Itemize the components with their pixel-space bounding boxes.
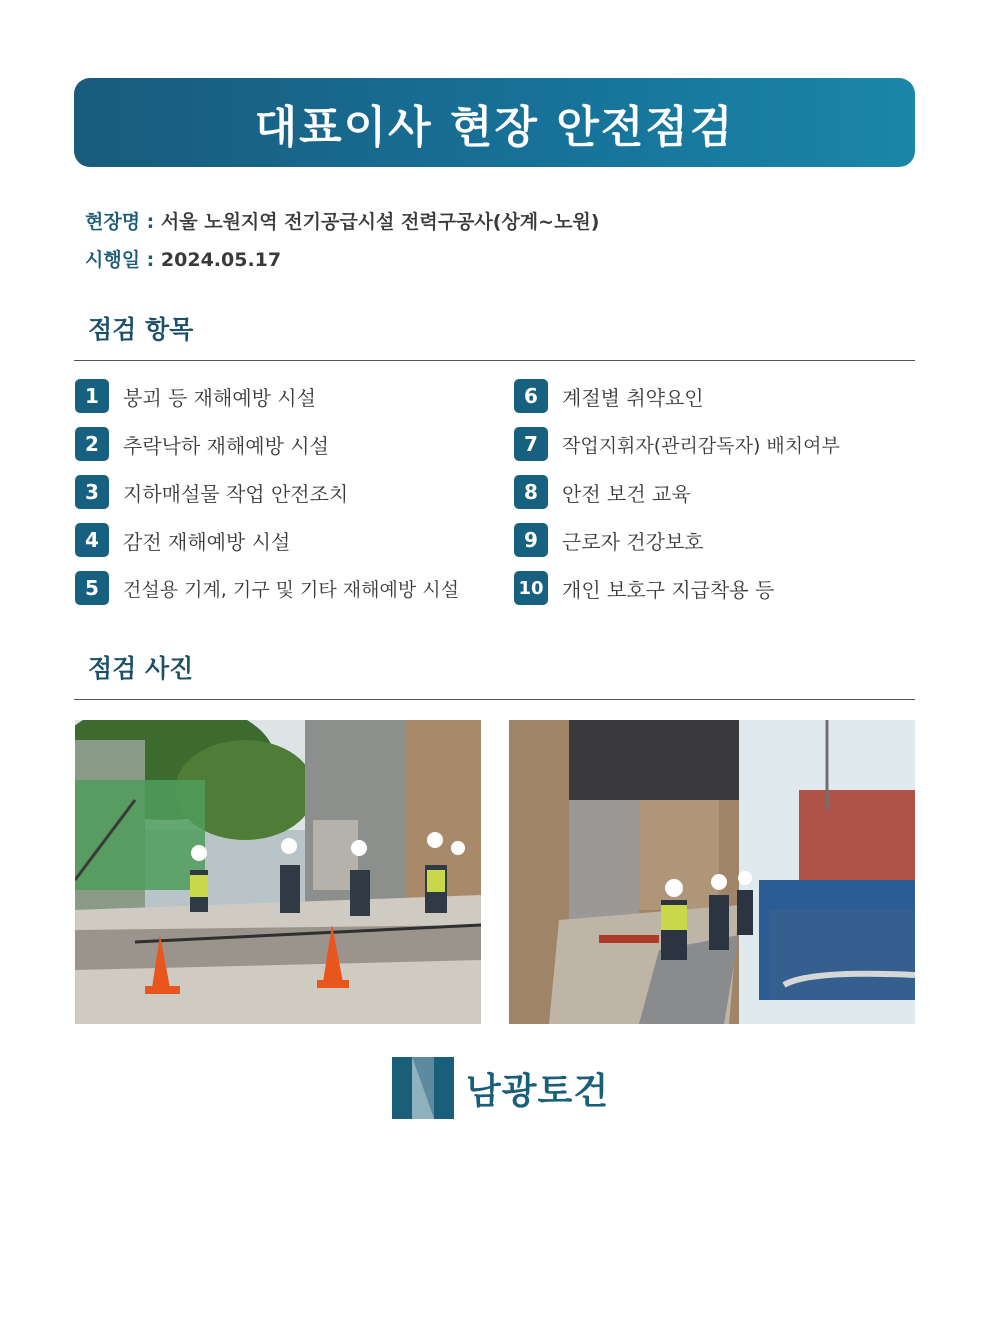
divider — [74, 360, 915, 361]
check-item — [75, 427, 329, 461]
item-number-badge: 1 — [75, 379, 109, 413]
item-label: 붕괴 등 재해예방 시설 — [123, 385, 316, 410]
section-title-items: 점검 항목 — [88, 315, 194, 344]
date-info — [85, 245, 281, 272]
item-number-badge: 10 — [514, 571, 548, 605]
title-banner — [74, 78, 915, 167]
item-number-badge: 7 — [514, 427, 548, 461]
divider — [74, 699, 915, 700]
item-label: 지하매설물 작업 안전조치 — [123, 481, 349, 506]
check-item — [514, 427, 840, 461]
check-item — [514, 379, 704, 413]
item-label: 안전 보건 교육 — [562, 481, 691, 506]
logo-text: 남광토건 — [466, 1070, 610, 1112]
item-label: 작업지휘자(관리감독자) 배치여부 — [562, 434, 840, 457]
item-number-badge: 4 — [75, 523, 109, 557]
item-label: 근로자 건강보호 — [562, 529, 704, 554]
check-item — [514, 475, 691, 509]
company-logo — [392, 1055, 622, 1121]
check-item — [75, 571, 459, 605]
site-label: 현장명 : — [85, 211, 155, 233]
item-number-badge: 9 — [514, 523, 548, 557]
item-number-badge: 5 — [75, 571, 109, 605]
logo-mark-icon — [392, 1057, 454, 1119]
inspection-photo-2 — [509, 720, 915, 1024]
date-label: 시행일 : — [85, 249, 155, 271]
date-value: 2024.05.17 — [160, 249, 282, 271]
site-value: 서울 노원지역 전기공급시설 전력구공사(상계~노원) — [160, 211, 600, 233]
item-label: 개인 보호구 지급착용 등 — [562, 577, 775, 602]
page-title: 대표이사 현장 안전점검 — [254, 101, 735, 153]
inspection-photo-1 — [75, 720, 481, 1024]
item-label: 건설용 기계, 기구 및 기타 재해예방 시설 — [123, 578, 459, 601]
check-item — [514, 523, 704, 557]
item-number-badge: 8 — [514, 475, 548, 509]
item-number-badge: 2 — [75, 427, 109, 461]
item-number-badge: 3 — [75, 475, 109, 509]
check-item — [514, 571, 774, 605]
check-item — [75, 523, 290, 557]
item-number-badge: 6 — [514, 379, 548, 413]
section-title-photos: 점검 사진 — [88, 654, 194, 683]
site-info — [85, 207, 599, 234]
item-label: 계절별 취약요인 — [562, 385, 704, 410]
check-item — [75, 379, 316, 413]
item-label: 감전 재해예방 시설 — [123, 529, 291, 554]
item-label: 추락낙하 재해예방 시설 — [123, 433, 329, 458]
check-item — [75, 475, 348, 509]
